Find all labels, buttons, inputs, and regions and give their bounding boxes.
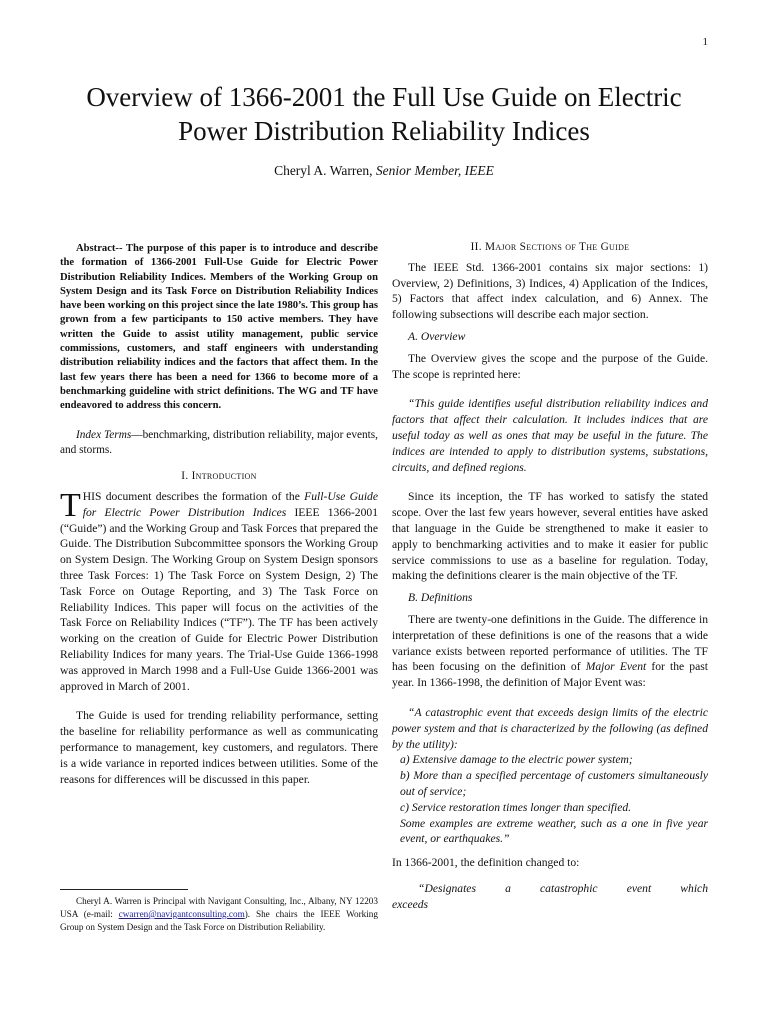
section-2-paragraph-1: The IEEE Std. 1366-2001 contains six major sections: 1) Overview, 2) Definitions, 3) Indices, 4) Application of the Indices, 5) Factors that affect index calculation, and 6) Annex. The following subsections will describe each major section.: [392, 260, 708, 322]
footnote-text-b: ). She chairs the IEEE Working Group on System Design and the Task Force on Distribution Reliability.: [60, 909, 378, 932]
overview-paragraph-2: Since its inception, the TF has worked to satisfy the stated scope. Over the last few years however, several entities have asked that language in the Guide be strengthened to make it easier to apply to benchmarking activities and to make it easier for public service commissions to use as a baseline for regulation. Today, making the definitions clearer is the main objective of the TF.: [392, 490, 708, 583]
definitions-paragraph-2: In 1366-2001, the definition changed to:: [392, 856, 580, 870]
intro-p1-a: HIS document describes the formation of the: [82, 489, 305, 503]
author-line: [60, 163, 708, 179]
section-2-heading: II. Major Sections of The Guide: [470, 241, 630, 253]
definitions-p1-a: There are twenty-one definitions in the Guide. The difference in interpretation of these definitions is one of the reasons that a wide variance exists between reported performance of utilities. The TF has been focusing on the definition of: [392, 612, 708, 674]
author-role: Senior Member, IEEE: [375, 163, 494, 178]
major-event-item: b) More than a specified percentage of customers simultaneously out of service;: [400, 769, 708, 798]
subsection-b-heading: B. Definitions: [408, 591, 473, 605]
abstract: Abstract-- The purpose of this paper is to introduce and describe the formation of 1366-2001 Full-Use Guide for Electric Power Distribution Reliability Indices. Members of the Working Group on System Design and its Task Force on Distribution Reliability Indices have been working on this project since the late 1980’s. This group has grown from a few participants to 150 active members. They have written the Guide to assist utility management, public service commissions, customers, and staff engineers with understanding distribution reliability indices and the factors that affect them. In the last few years there has been a need for 1366 to become more of a benchmarking guideline with strict definitions. The WG and TF have endeavored to address this concern.: [60, 243, 378, 412]
definitions-p1-b: for the past year. In 1366-1998, the definition of Major Event was:: [392, 660, 708, 690]
major-event-item: Some examples are extreme weather, such as a one in five year event, or earthquakes.”: [400, 816, 708, 846]
major-event-item: a) Extensive damage to the electric power system;: [400, 753, 633, 767]
definitions-paragraph-1: [392, 612, 708, 691]
definitions-p1-italic: Major Event: [585, 660, 647, 674]
index-terms-text: —benchmarking, distribution reliability, major events, and storms.: [60, 428, 378, 457]
major-event-quote: “A catastrophic event that exceeds design limits of the electric power system and that is characterized by the following (as defined by the utility):: [392, 705, 708, 751]
index-terms: [60, 428, 378, 460]
footnote: [60, 895, 378, 934]
footnote-email-link[interactable]: cwarren@navigantconsulting.com: [118, 909, 245, 919]
footnote-text-a: Cheryl A. Warren is Principal with Navigant Consulting, Inc., Albany, NY 12203 USA (e-mail:: [60, 896, 378, 919]
right-column: [392, 240, 708, 912]
intro-p1-italic: Full-Use Guide for Electric Power Distribution Indices: [82, 489, 379, 519]
footnote-rule: [60, 889, 188, 890]
intro-p1-b: IEEE 1366-2001 (“Guide”) and the Working Group and Task Forces that prepared the Guide. The Distribution Subcommittee sponsors the Working Group on System Design. The Working Group on System Design sponsors three Task Forces: 1) The Task Force on System Design, 2) The Task Force on Outage Reporting, and 3) The Task Force on Reliability Indices. This paper will focus on the activities of the Task Force on Reliability Indices (“TF”). The TF has been actively working on the creation of Guide for Electric Power Distribution Reliability Indices for many years. The Trial-Use Guide 1366-1998 was approved in March 1998 and a Full-Use Guide 1366-2001 was approved in March of 2001.: [60, 505, 378, 693]
intro-paragraph-1: [60, 486, 379, 694]
scope-quote: “This guide identifies useful distribution reliability indices and factors that affect their calculation. It includes indices that are useful today as well as ones that may be useful in the future. The indices are intended to apply to distribution systems, substations, circuits, and defined regions.: [392, 397, 708, 474]
author-name: Cheryl A. Warren,: [274, 163, 376, 178]
drop-cap: T: [60, 486, 81, 524]
subsection-a-heading: A. Overview: [408, 329, 466, 343]
paper-title: Overview of 1366-2001 the Full Use Guide on Electric Power Distribution Reliability Indices: [86, 82, 682, 146]
new-definition-quote: “Designates a catastrophic event which exceeds: [392, 881, 708, 911]
section-1-heading: I. Introduction: [181, 470, 257, 483]
overview-paragraph-1: The Overview gives the scope and the purpose of the Guide. The scope is reprinted here:: [392, 351, 708, 381]
left-column: [60, 242, 378, 787]
index-terms-label: Index Terms: [76, 428, 132, 441]
major-event-item: c) Service restoration times longer than specified.: [400, 800, 632, 814]
page-number: 1: [702, 36, 708, 48]
intro-paragraph-2: The Guide is used for trending reliability performance, setting the baseline for reliability performance as well as communicating performance to management, key customers, and regulators. There is a wide variance in reported indices between utilities. Some of the reasons for differences will be discussed in this paper.: [60, 709, 378, 786]
